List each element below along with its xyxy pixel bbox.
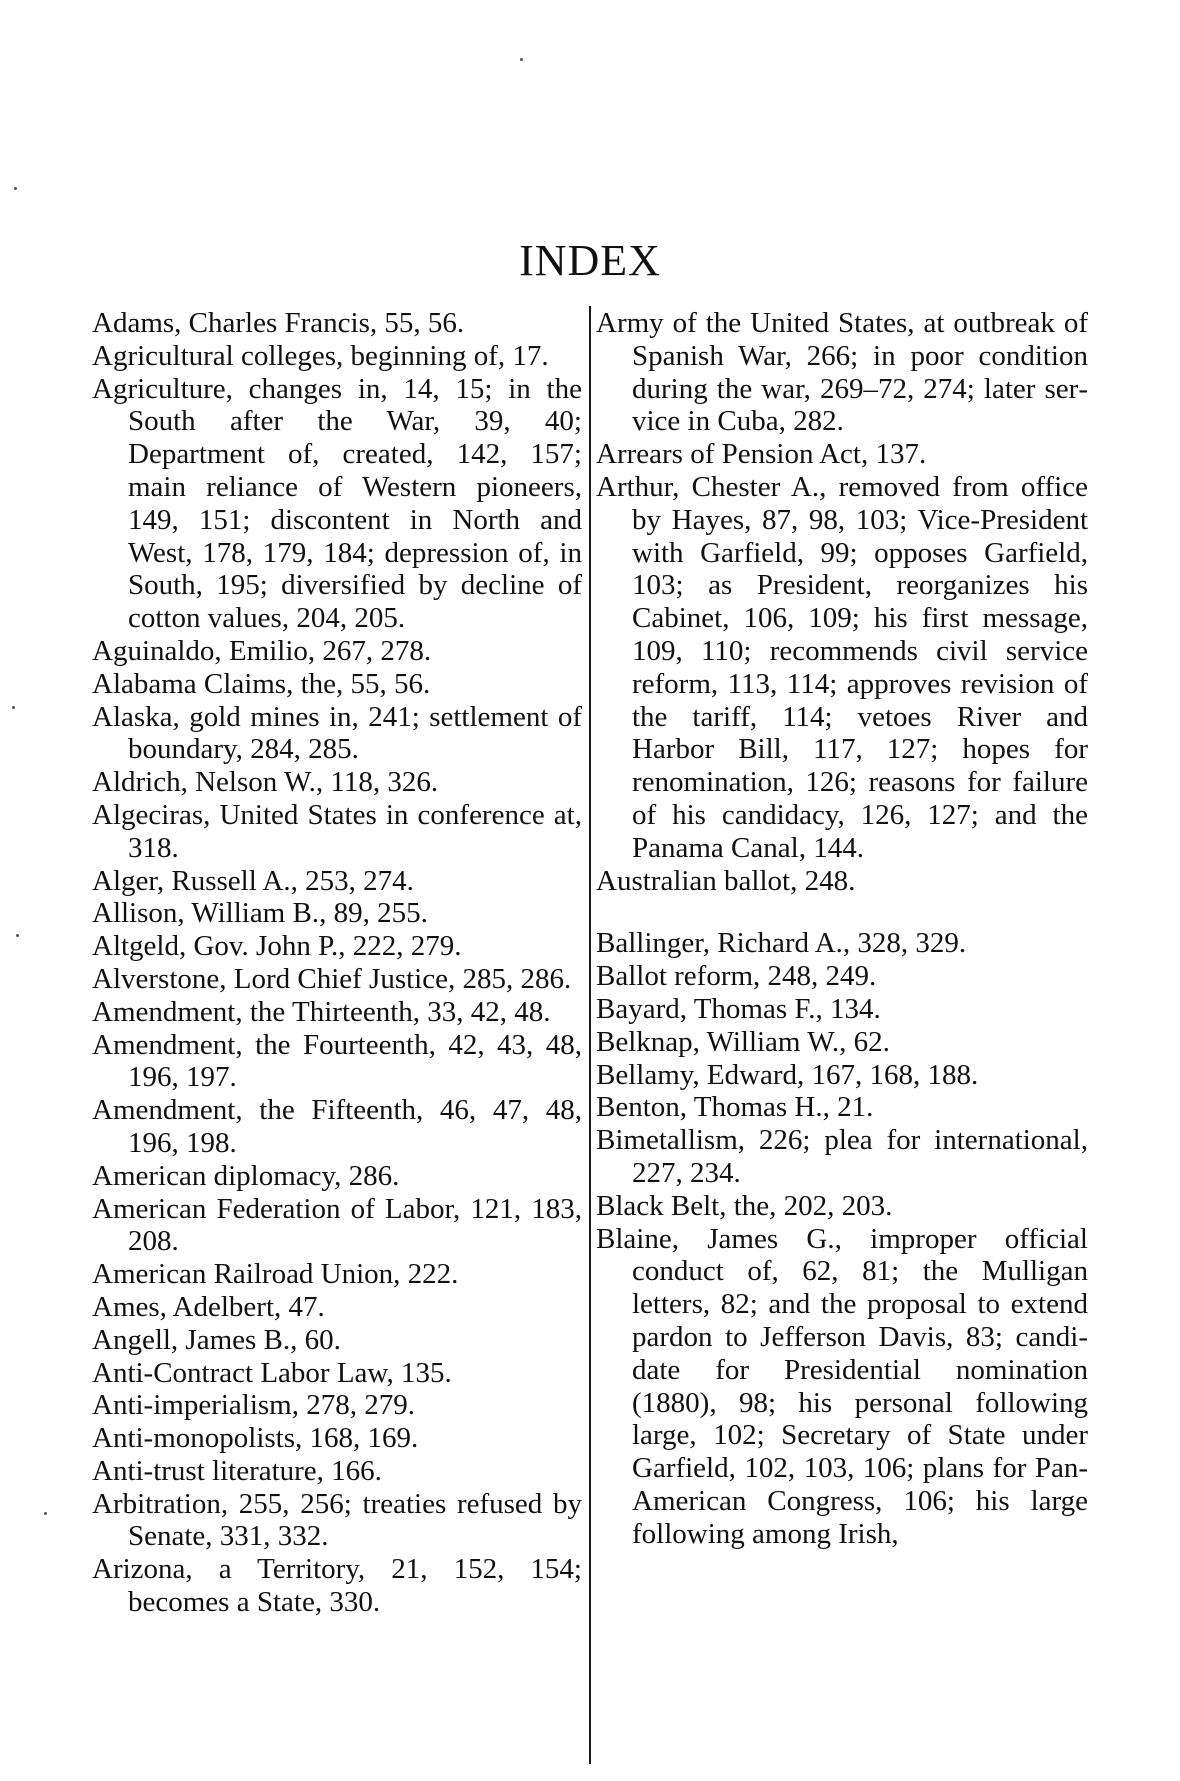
index-entry: Agriculture, changes in, 14, 15; in the South after the War, 39, 40; Department of, created, 142, 157; main reliance of Western pioneers, 149, 151; discontent in North and West, 178, 179, 184; depression of, in South, 195; diversified by decline of cotton values, 204, 205.	[92, 372, 582, 635]
index-entry: Adams, Charles Francis, 55, 56.	[92, 307, 465, 339]
index-entry: Agricultural colleges, beginning of, 17.	[92, 339, 549, 372]
index-entry: American Railroad Union, 222.	[92, 1258, 459, 1291]
index-column-left	[92, 307, 582, 1619]
scan-speck	[14, 187, 17, 190]
scan-speck	[12, 706, 15, 709]
scan-speck	[44, 1512, 47, 1515]
column-divider	[589, 306, 591, 1764]
index-entry: Ballinger, Richard A., 328, 329.	[596, 927, 967, 960]
index-entry: Anti-imperialism, 278, 279.	[92, 1389, 415, 1422]
index-entry: Arrears of Pension Act, 137.	[596, 438, 927, 471]
index-entry: Aldrich, Nelson W., 118, 326.	[92, 766, 439, 799]
index-entry: Alabama Claims, the, 55, 56.	[92, 667, 431, 700]
index-entry: Arthur, Chester A., removed from office by Hayes, 87, 98, 103; Vice-President with Garfield, 99; opposes Garfield, 103; as President, reorganizes his Cabinet, 106, 109; his first message, 109, 110; recommends civil service reform, 113, 114; approves revision of the tariff, 114; vetoes River and Harbor Bill, 117, 127; hopes for renomination, 126; reasons for failure of his candidacy, 126, 127; and the Panama Canal, 144.	[596, 470, 1088, 864]
index-entry: Army of the United States, at outbreak of Spanish War, 266; in poor condition during the war, 269–72, 274; later service in Cuba, 282.	[596, 307, 1088, 438]
index-entry: Benton, Thomas H., 21.	[596, 1091, 874, 1124]
index-entry: Arbitration, 255, 256; treaties refused by Senate, 331, 332.	[92, 1487, 582, 1553]
index-entry: Belknap, William W., 62.	[596, 1025, 890, 1058]
index-entry: Algeciras, United States in conference at, 318.	[92, 798, 582, 864]
index-entry: Anti-monopolists, 168, 169.	[92, 1422, 419, 1455]
scan-speck	[16, 934, 19, 937]
index-entry: Allison, William B., 89, 255.	[92, 897, 428, 930]
index-entry: Ballot reform, 248, 249.	[596, 960, 877, 993]
index-entry: Bayard, Thomas F., 134.	[596, 992, 881, 1025]
index-entry: American diplomacy, 286.	[92, 1159, 400, 1192]
index-entry: Alger, Russell A., 253, 274.	[92, 864, 414, 897]
index-entry: Bellamy, Edward, 167, 168, 188.	[596, 1058, 979, 1091]
index-entry: Alverstone, Lord Chief Justice, 285, 286.	[92, 962, 572, 995]
index-entry: Alaska, gold mines in, 241; settlement of boundary, 284, 285.	[92, 700, 582, 766]
index-entry: Anti-trust literature, 166.	[92, 1454, 382, 1487]
index-entry: Aguinaldo, Emilio, 267, 278.	[92, 634, 432, 667]
index-entry: American Federation of Labor, 121, 183, 208.	[92, 1192, 582, 1258]
index-entry: Black Belt, the, 202, 203.	[596, 1189, 893, 1222]
index-entry: Amendment, the Thirteenth, 33, 42, 48.	[92, 995, 551, 1028]
index-entry: Arizona, a Territory, 21, 152, 154; becomes a State, 330.	[92, 1553, 582, 1619]
index-entry: Amendment, the Fifteenth, 46, 47, 48, 196, 198.	[92, 1094, 582, 1159]
index-entry: Altgeld, Gov. John P., 222, 279.	[92, 930, 462, 963]
index-entry: Anti-Contract Labor Law, 135.	[92, 1356, 452, 1389]
index-entry: Australian ballot, 248.	[596, 864, 856, 897]
index-entry: Amendment, the Fourteenth, 42, 43, 48, 196, 197.	[92, 1028, 582, 1094]
page-title: INDEX	[519, 236, 661, 286]
scan-speck	[520, 58, 523, 61]
letter-section-gap	[596, 897, 1088, 927]
index-entry: Angell, James B., 60.	[92, 1323, 341, 1356]
index-entry: Blaine, James G., improper official conduct of, 62, 81; the Mulligan letters, 82; and the proposal to extend pardon to Jefferson Davis, 83; candidate for Presidential nomination (1880), 98; his personal following large, 102; Secretary of State under Garfield, 102, 103, 106; plans for Pan-American Congress, 106; his large following among Irish,	[596, 1222, 1088, 1550]
index-column-right	[596, 307, 1088, 1550]
index-entry: Ames, Adelbert, 47.	[92, 1290, 325, 1323]
index-entry: Bimetallism, 226; plea for international, 227, 234.	[596, 1124, 1088, 1189]
